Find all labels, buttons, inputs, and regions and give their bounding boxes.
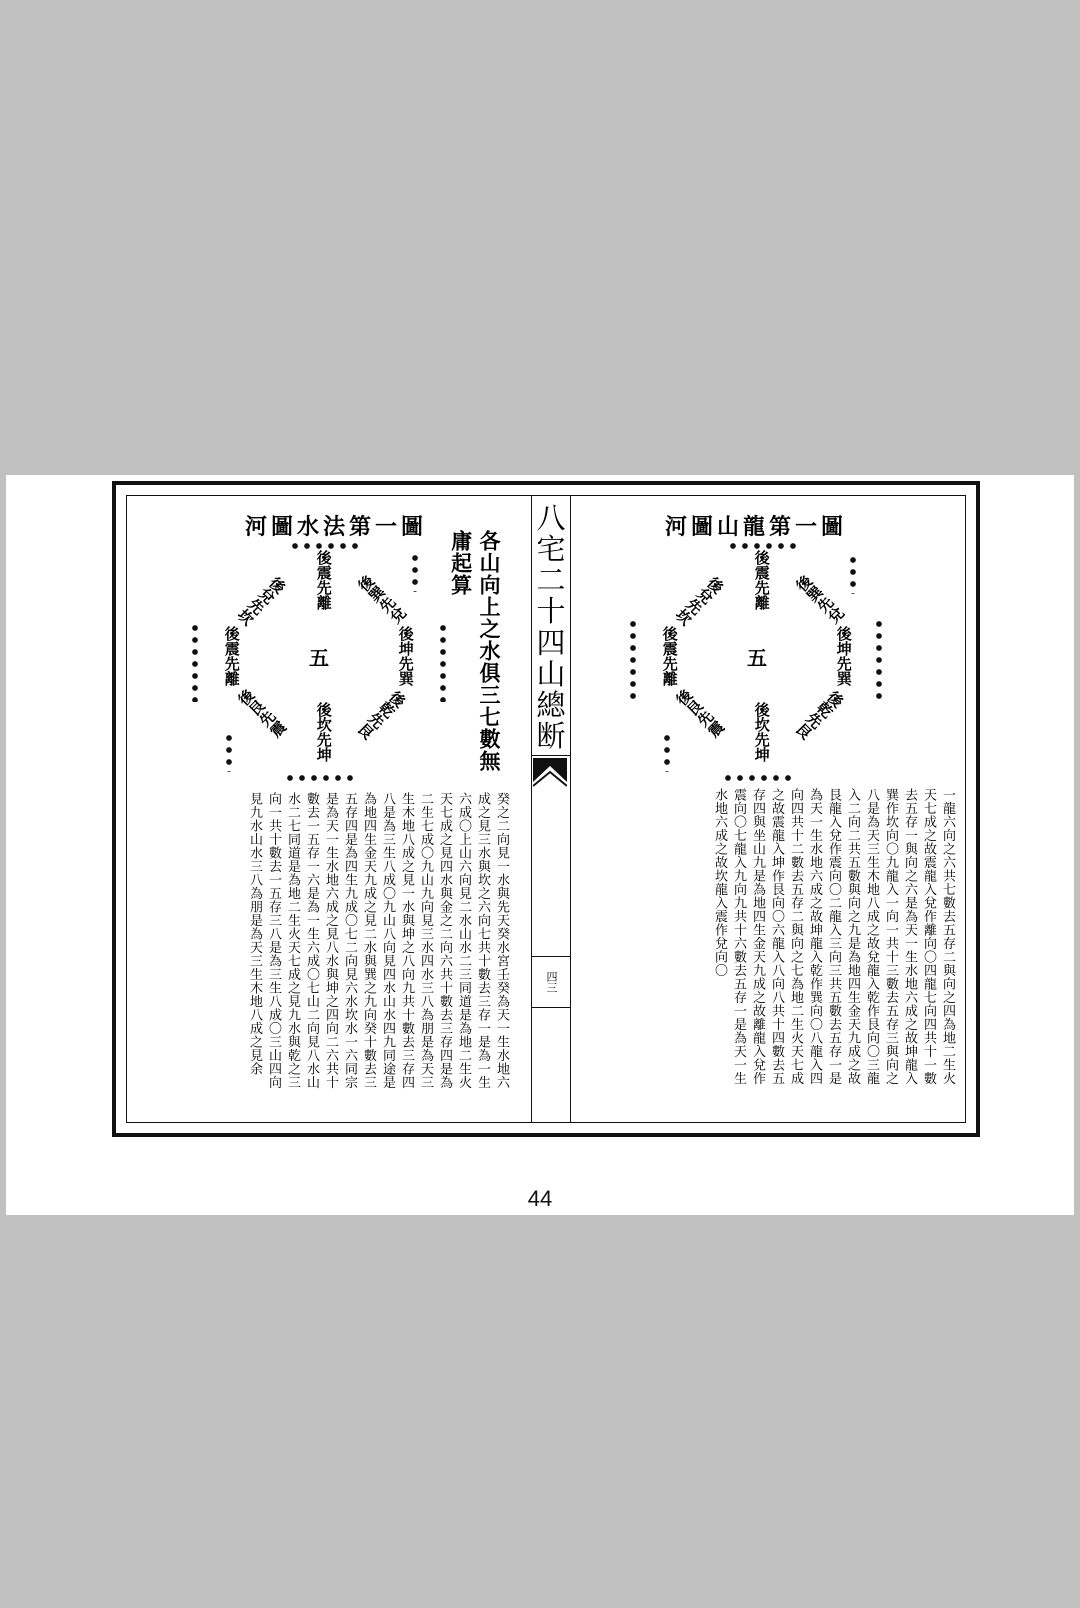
left-body-text: 癸之二向見一水與先天癸水宮壬癸為天一生水地六成之見三水與坎之六向七共十數去三存一是為一生六成〇上山六向見二水山水二三同道是為地二生火天七成之見四水與金之二向六共十數去三存四是為二生七成〇九山九向見三水四水三八為朋是為天三生木地八成之見一水與坤之八向九共十數去三存四八是為三生八成〇九山八向見四水山水四九同途是為地四生金天九成之見二水與巽之九向癸十數去三五存四是為四生九成〇七二向見六水坎水一六同宗是為天一生水地六成之見八水與坤之四向二六共十數去一五存一六是為一生六成〇七山二向見八水山水二七同道是為地二生火天七成之見九水與乾之三向一共十數去一五存三八是為三生八成〇三山四向見九水山水三八為朋是為天三生木地八成之見余 bbox=[247, 792, 509, 1089]
dots-bottom-left bbox=[663, 732, 671, 772]
spine-char: 断 bbox=[536, 718, 566, 753]
spine-title bbox=[532, 500, 570, 756]
trigram-right: 後坤先巽 bbox=[396, 626, 415, 686]
hetu-water-diagram bbox=[189, 542, 449, 782]
left-diagram-title: 河圖水法第一圖 bbox=[245, 514, 428, 540]
center-fold bbox=[531, 496, 571, 1122]
dots-bottom bbox=[284, 774, 354, 782]
book-spread bbox=[112, 481, 980, 1137]
trigram-top: 後震先離 bbox=[314, 550, 333, 610]
spine-char: 總 bbox=[536, 687, 566, 722]
spine-char: 山 bbox=[536, 656, 566, 691]
dots-left bbox=[191, 622, 199, 702]
dots-top bbox=[289, 542, 359, 550]
right-diagram-title: 河圖山龍第一圖 bbox=[665, 514, 848, 540]
trigram-bottom-left: 後艮先震 bbox=[233, 685, 290, 741]
center-label: 五 bbox=[747, 646, 767, 670]
trigram-top: 後震先離 bbox=[752, 550, 771, 610]
right-page bbox=[569, 496, 965, 1122]
trigram-left: 後震先離 bbox=[660, 626, 679, 686]
trigram-top-right: 後巽先兌 bbox=[353, 571, 410, 627]
inner-frame bbox=[126, 495, 966, 1123]
left-page-heading: 各山向上之水俱三七數無庸起算 bbox=[448, 530, 502, 772]
dots-right bbox=[875, 618, 883, 702]
dots-top bbox=[727, 542, 797, 550]
spine-char: 四 bbox=[536, 625, 566, 660]
dots-right bbox=[439, 622, 447, 702]
spine-char: 八 bbox=[536, 501, 566, 535]
trigram-bottom-right: 後乾先艮 bbox=[353, 687, 410, 743]
trigram-top-left: 後兌先坎 bbox=[233, 573, 290, 629]
dots-bottom bbox=[722, 774, 792, 782]
trigram-bottom: 後坎先坤 bbox=[752, 702, 771, 762]
right-body-text: 一龍六向之六共七數去五存二與向之四為地二生火天七成之故震龍入兌作離向〇四龍七向四共十一數去五存一與向之六是為天一生水地六成之故坤龍入巽作坎向〇九龍入一向一共十三數去五存三與向之八是為天三生木地八成之故兌龍入乾作艮向〇三龍入二向二共五數與向之九是為地四生金天九成之故艮龍入兌作震向〇二龍入三向三共五數去五存一是為天一生水地六成之故坤龍入乾作巽向〇八龍入四向四共十二數去五存二與向之七為地二生火天七成之故震龍入坤作艮向〇六龍入八向八共十四數去五存四與坐山九是為地四生金天九成之故離龍入兌作震向〇七龍入九向九共十六數去五存一是為天一生水地六成之故坎龍入震作兌向〇 bbox=[712, 788, 955, 1085]
trigram-bottom: 後坎先坤 bbox=[314, 702, 333, 762]
hetu-mountain-diagram bbox=[627, 542, 887, 782]
trigram-top-left: 後兌先坎 bbox=[671, 573, 728, 629]
center-label: 五 bbox=[309, 646, 329, 670]
trigram-bottom-right: 後乾先艮 bbox=[791, 687, 848, 743]
trigram-top-right: 後巽先兌 bbox=[791, 571, 848, 627]
spine-char: 十 bbox=[536, 594, 566, 629]
trigram-left: 後震先離 bbox=[222, 626, 241, 686]
spine-char: 二 bbox=[536, 563, 566, 598]
fishtail-mark bbox=[533, 758, 567, 788]
dots-top-right bbox=[849, 554, 857, 594]
spine-char: 宅 bbox=[536, 532, 566, 567]
spine-page-number: 四三 bbox=[532, 956, 570, 1008]
left-page bbox=[127, 496, 519, 1122]
scan-page-number: 44 bbox=[527, 1186, 553, 1211]
trigram-bottom-left: 後艮先震 bbox=[671, 685, 728, 741]
dots-top-right bbox=[411, 552, 419, 592]
trigram-right: 後坤先巽 bbox=[834, 626, 853, 686]
dots-bottom-left bbox=[225, 732, 233, 772]
dots-left bbox=[629, 618, 637, 702]
